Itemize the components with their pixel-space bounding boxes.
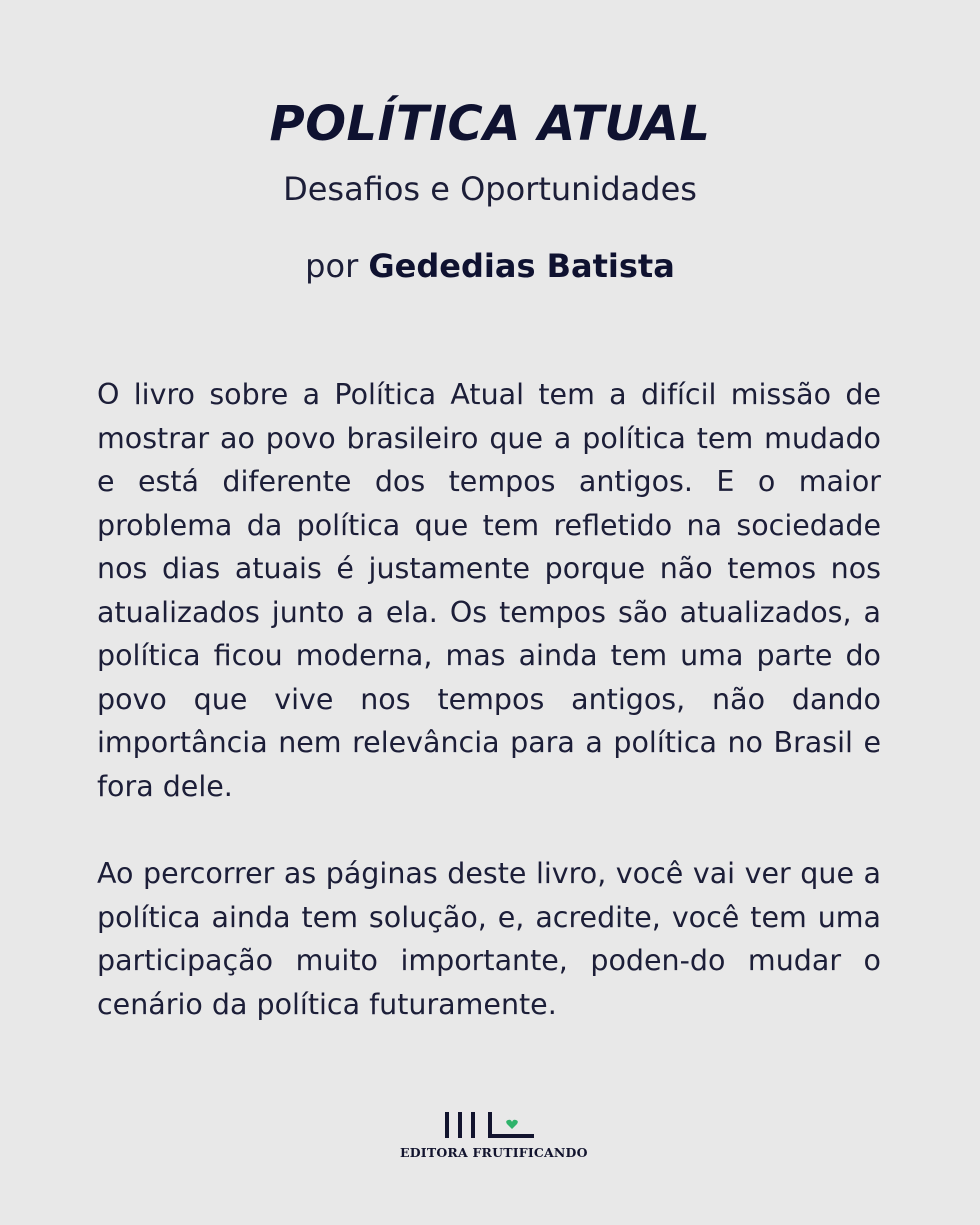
description-paragraph-2: Ao percorrer as páginas deste livro, você vai ver que a política ainda tem solução, e, acredite, você tem uma participação muito importante, poden-do mudar o cenário da política futuramente. bbox=[97, 857, 881, 1021]
byline-prefix: por bbox=[305, 247, 359, 285]
author-name: Gededias Batista bbox=[368, 247, 675, 285]
publisher-logo bbox=[400, 1110, 588, 1170]
book-title: POLÍTICA ATUAL bbox=[269, 96, 711, 152]
editora-frutificando-logo-icon bbox=[440, 1110, 540, 1142]
byline bbox=[0, 244, 980, 288]
description-paragraph-1: O livro sobre a Política Atual tem a difícil missão de mostrar ao povo brasileiro que a política tem mudado e está diferente dos tempos antigos. E o maior problema da política que tem refletido na sociedade nos dias atuais é justamente porque não temos nos atualizados junto a ela. Os tempos são atualizados, a política ficou moderna, mas ainda tem uma parte do povo que vive nos tempos antigos, não dando importância nem relevância para a política no Brasil e fora dele. bbox=[97, 378, 881, 803]
book-subtitle: Desafios e Oportunidades bbox=[283, 170, 697, 208]
publisher-name: EDITORA FRUTIFICANDO bbox=[400, 1145, 588, 1160]
